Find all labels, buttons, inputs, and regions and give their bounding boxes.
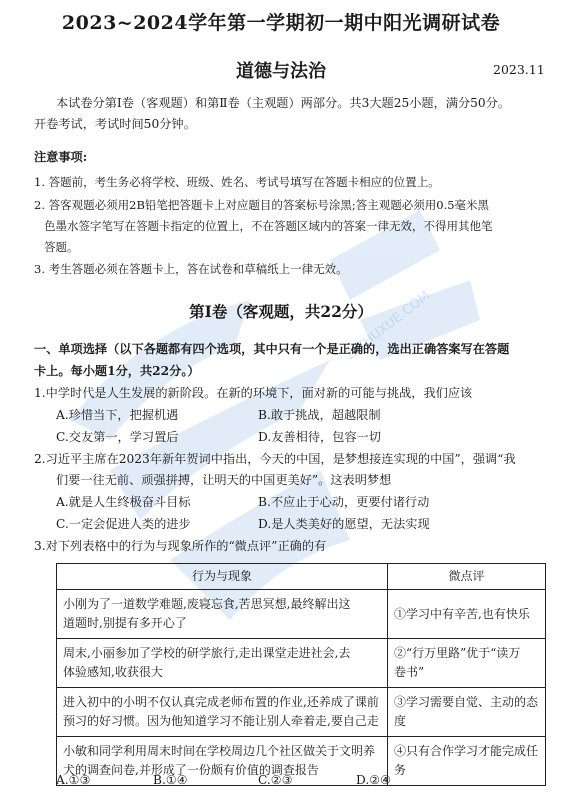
q2-option-c: C.一定会促进人类的进步 <box>56 517 191 531</box>
table-row <box>57 737 546 786</box>
q1-stem: 1.中学时代是人生发展的新阶段。在新的环境下，面对新的可能与挑战，我们应该 <box>34 386 473 400</box>
q3-option-c: C.②③ <box>258 773 293 787</box>
exam-title: 2023~2024学年第一学期初一期中阳光调研试卷 <box>61 12 501 34</box>
notice-item-2-line-2: 色墨水签字笔写在答题卡指定的位置上，不在答题区域内的答案一律无效，不得用其他笔 <box>44 219 493 233</box>
q3-stem: 3.对下列表格中的行为与现象所作的“微点评”正确的有 <box>34 539 327 553</box>
comment-cell: ③学习需要自觉、主动的态 度 <box>388 688 546 737</box>
notice-item-2-line-3: 答题。 <box>44 240 79 254</box>
q2-stem-line-1: 2.习近平主席在2023年新年贺词中指出，今天的中国，是梦想接连实现的中国”，强调“我 <box>34 452 516 466</box>
q3-table <box>56 563 546 786</box>
section-instruction-line-1: 一、单项选择（以下各题都有四个选项，其中只有一个是正确的，选出正确答案写在答题 <box>34 342 510 356</box>
q1-option-a: A.珍惜当下，把握机遇 <box>56 408 179 422</box>
table-header-behavior: 行为与现象 <box>57 564 388 590</box>
comment-cell: ①学习中有辛苦,也有快乐 <box>388 590 546 639</box>
notice-heading: 注意事项: <box>34 150 88 164</box>
q2-option-b: B.不应止于心动，更要付诸行动 <box>258 495 430 509</box>
q2-option-a: A.就是人生终极奋斗目标 <box>56 495 191 509</box>
comment-cell: ④只有合作学习才能完成任 务 <box>388 737 546 786</box>
notice-item-3: 3. 考生答题必须在答题卡上，答在试卷和草稿纸上一律无效。 <box>34 262 348 276</box>
table-row <box>57 590 546 639</box>
behavior-cell: 小敏和同学利用周末时间在学校周边几个社区做关于文明养 犬的调查问卷,并形成了一份颇有价值的调查报告 <box>57 737 388 786</box>
behavior-cell: 小刚为了一道数学难题,废寝忘食,苦思冥想,最终解出这 道题时,别提有多开心了 <box>57 590 388 639</box>
q2-stem-line-2: 们要一往无前、顽强拼搏，让明天的中国更美好”。这表明梦想 <box>56 473 392 487</box>
subject-title: 道德与法治 <box>236 61 326 82</box>
q1-option-d: D.友善相待，包容一切 <box>258 430 381 444</box>
table-header-row <box>57 564 546 590</box>
exam-date: 2023.11 <box>493 62 545 77</box>
notice-item-2-line-1: 2. 答客观题必须用2B铅笔把答题卡上对应题目的答案标号涂黑;答主观题必须用0.5毫米黑 <box>34 198 490 212</box>
svg-text:ZIZHUXUE.COM: ZIZHUXUE.COM <box>343 288 434 364</box>
q2-option-d: D.是人类美好的愿望，无法实现 <box>258 517 430 531</box>
table-row <box>57 688 546 737</box>
behavior-cell: 进入初中的小明不仅认真完成老师布置的作业,还养成了课前 预习的好习惯。因为他知道学习不能让别人牵着走,要自己走 <box>57 688 388 737</box>
table-row <box>57 639 546 688</box>
behavior-cell: 周末,小丽参加了学校的研学旅行,走出课堂走进社会,去 体验感知,收获很大 <box>57 639 388 688</box>
comment-cell: ②“行万里路”优于“读万 卷书” <box>388 639 546 688</box>
q1-option-c: C.交友第一，学习置后 <box>56 430 179 444</box>
q3-option-a: A.①③ <box>56 773 91 787</box>
table-header-comment: 微点评 <box>388 564 546 590</box>
q3-option-d: D.②④ <box>356 773 392 787</box>
section-title: 第Ⅰ卷（客观题，共22分） <box>189 302 373 321</box>
q1-option-b: B.敢于挑战，超越限制 <box>258 408 381 422</box>
intro-line-2: 开卷考试，考试时间50分钟。 <box>34 117 196 131</box>
section-instruction-line-2: 卡上。每小题1分，共22分。） <box>34 364 200 378</box>
q3-option-b: B.①④ <box>153 773 188 787</box>
notice-item-1: 1. 答题前，考生务必将学校、班级、姓名、考试号填写在答题卡相应的位置上。 <box>34 175 440 189</box>
intro-line-1: 本试卷分第Ⅰ卷（客观题）和第Ⅱ卷（主观题）两部分。共3大题25小题，满分50分。 <box>56 96 511 110</box>
